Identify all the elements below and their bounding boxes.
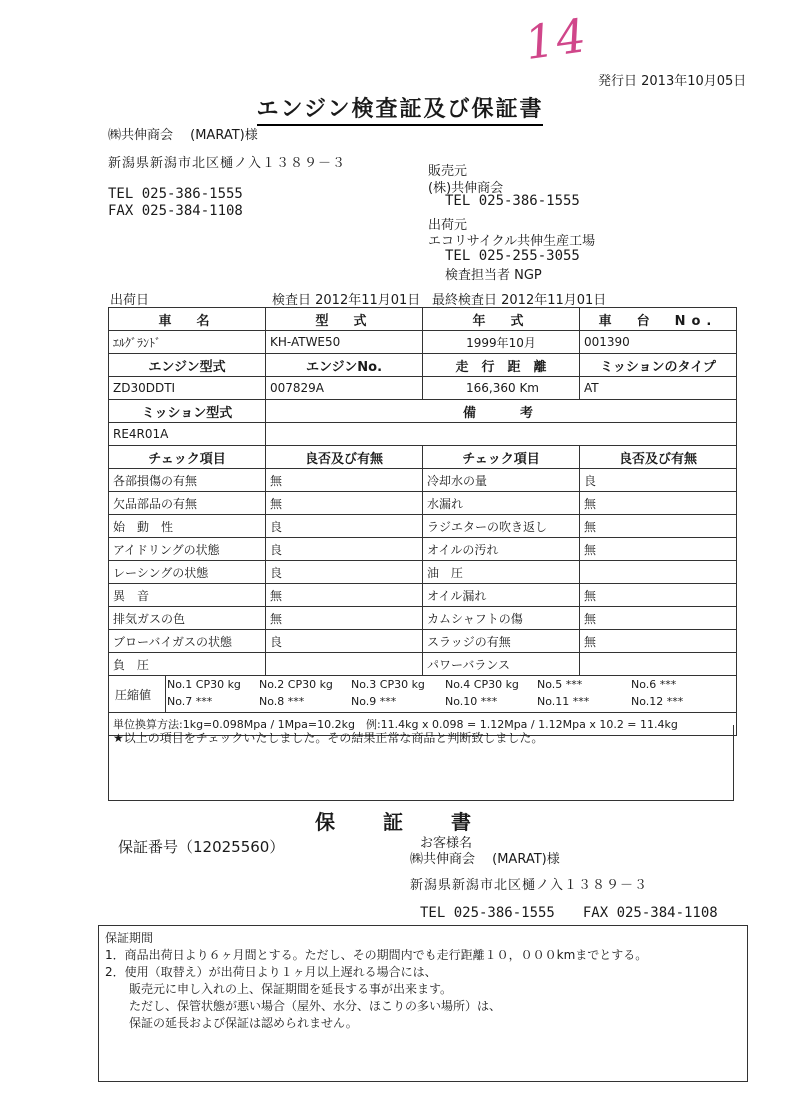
header-engine-model: エンジン型式: [109, 354, 266, 377]
check-result: [580, 653, 737, 676]
handwritten-number: 14: [521, 7, 592, 71]
unit-conversion: 単位換算方法:1kg=0.098Mpa / 1Mpa=10.2kg 例:11.4kg x 0.098 = 1.12Mpa / 1.12Mpa x 10.2 = 11.4kg: [109, 713, 737, 736]
header-result-left: 良否及び有無: [266, 446, 423, 469]
year-value: 1999年10月: [423, 331, 580, 354]
check-item: ブローバイガスの状態: [109, 630, 266, 653]
check-item: ラジエターの吹き返し: [423, 515, 580, 538]
warranty-customer: ㈱共伸商会 (MARAT)様: [410, 852, 560, 867]
table-row: [109, 584, 737, 607]
check-item: 欠品部品の有無: [109, 492, 266, 515]
check-item: オイル漏れ: [423, 584, 580, 607]
final-inspect-date: 最終検査日 2012年11月01日: [432, 293, 607, 308]
shipper-label: 出荷元: [428, 218, 468, 233]
table-row: [109, 653, 737, 676]
customer-fax: FAX 025-384-1108: [108, 203, 243, 219]
customer-address: 新潟県新潟市北区樋ノ入１３８９－３: [108, 156, 347, 171]
seller-name: (株)共伸商会: [428, 181, 504, 196]
compression-label: 圧縮値: [115, 688, 152, 702]
header-mileage: 走 行 距 離: [423, 354, 580, 377]
check-item: カムシャフトの傷: [423, 607, 580, 630]
shipper-tel: TEL 025-255-3055: [445, 248, 580, 264]
seller-label: 販売元: [428, 164, 468, 179]
check-result: 無: [580, 538, 737, 561]
check-item: レーシングの状態: [109, 561, 266, 584]
check-result: 良: [266, 561, 423, 584]
compression-value: No.12 ***: [631, 695, 684, 708]
note-text: ★以上の項目をチェックいたしました。その結果正常な商品と判断致しました。: [113, 731, 544, 745]
check-item: パワーバランス: [423, 653, 580, 676]
table-row: [109, 515, 737, 538]
check-item: 排気ガスの色: [109, 607, 266, 630]
header-trans-model: ミッション型式: [109, 400, 266, 423]
check-result: 良: [266, 538, 423, 561]
inspect-date: 検査日 2012年11月01日: [272, 293, 421, 308]
header-engine-no: エンジンNo.: [266, 354, 423, 377]
chassis-value: 001390: [580, 331, 737, 354]
check-item: 各部損傷の有無: [109, 469, 266, 492]
warranty-period-box: [98, 925, 748, 1082]
inspection-table: [108, 307, 737, 736]
header-vehicle: 車 名: [109, 308, 266, 331]
trans-type-value: AT: [580, 377, 737, 400]
check-item: 水漏れ: [423, 492, 580, 515]
warranty-address: 新潟県新潟市北区樋ノ入１３８９－３: [410, 878, 649, 893]
period-line: ただし、保管状態が悪い場合（屋外、水分、ほこりの多い場所）は、: [105, 999, 502, 1013]
check-item: アイドリングの状態: [109, 538, 266, 561]
header-remarks: 備 考: [266, 400, 737, 423]
warranty-contact: TEL 025-386-1555 FAX 025-384-1108: [420, 905, 718, 921]
document-title: エンジン検査証及び保証書: [0, 92, 800, 123]
warranty-title: 保 証 書: [315, 810, 485, 834]
check-result: [580, 561, 737, 584]
compression-row: [109, 676, 737, 713]
check-item: 始 動 性: [109, 515, 266, 538]
header-trans-type: ミッションのタイプ: [580, 354, 737, 377]
period-line: 保証の延長および保証は認められません。: [105, 1016, 358, 1030]
period-line: 2．使用（取替え）が出荷日より１ヶ月以上遅れる場合には、: [105, 965, 437, 979]
table-row: [109, 469, 737, 492]
check-result: [266, 653, 423, 676]
header-chassis: 車 台 No.: [580, 308, 737, 331]
compression-value: No.11 ***: [537, 695, 590, 708]
table-row: [109, 492, 737, 515]
compression-value: No.5 ***: [537, 678, 583, 691]
check-result: 無: [580, 607, 737, 630]
check-result: 良: [266, 630, 423, 653]
engine-no-value: 007829A: [266, 377, 423, 400]
table-row: [109, 607, 737, 630]
trans-model-value: RE4R01A: [109, 423, 266, 446]
engine-model-value: ZD30DDTI: [109, 377, 266, 400]
warranty-number: 保証番号（12025560）: [118, 838, 285, 856]
check-item: オイルの汚れ: [423, 538, 580, 561]
compression-value: No.8 ***: [259, 695, 305, 708]
check-result: 無: [580, 584, 737, 607]
table-row: [109, 630, 737, 653]
compression-value: No.10 ***: [445, 695, 498, 708]
period-label: 保証期間: [105, 931, 154, 945]
check-result: 無: [580, 492, 737, 515]
check-result: 無: [580, 515, 737, 538]
compression-value: No.9 ***: [351, 695, 397, 708]
header-check-right: チェック項目: [423, 446, 580, 469]
compression-value: No.7 ***: [167, 695, 213, 708]
check-result: 無: [580, 630, 737, 653]
vehicle-value: ｴﾙｸﾞﾗﾝﾄﾞ: [109, 331, 266, 354]
compression-value: No.4 CP30 kg: [445, 678, 519, 691]
check-result: 良: [266, 515, 423, 538]
compression-value: No.1 CP30 kg: [167, 678, 241, 691]
note-box: [108, 725, 734, 801]
check-item: 異 音: [109, 584, 266, 607]
table-row: [109, 538, 737, 561]
model-value: KH-ATWE50: [266, 331, 423, 354]
customer-name: ㈱共伸商会 (MARAT)様: [108, 128, 258, 143]
check-result: 無: [266, 584, 423, 607]
compression-value: No.2 CP30 kg: [259, 678, 333, 691]
seller-tel: TEL 025-386-1555: [445, 193, 580, 209]
inspector: 検査担当者 NGP: [445, 268, 542, 283]
remarks-value: [266, 423, 737, 446]
check-item: 負 圧: [109, 653, 266, 676]
check-result: 良: [580, 469, 737, 492]
header-model: 型 式: [266, 308, 423, 331]
check-result: 無: [266, 492, 423, 515]
warranty-customer-label: お客様名: [420, 836, 473, 851]
header-year: 年 式: [423, 308, 580, 331]
ship-date-label: 出荷日: [110, 293, 150, 308]
shipper-name: エコリサイクル共伸生産工場: [428, 234, 596, 249]
period-line: 販売元に申し入れの上、保証期間を延長する事が出来ます。: [105, 982, 453, 996]
compression-value: No.3 CP30 kg: [351, 678, 425, 691]
check-result: 無: [266, 469, 423, 492]
period-line: 1．商品出荷日より６ヶ月間とする。ただし、その期間内でも走行距離１０，０００kmまでとする。: [105, 948, 648, 962]
check-item: 冷却水の量: [423, 469, 580, 492]
check-item: スラッジの有無: [423, 630, 580, 653]
compression-value: No.6 ***: [631, 678, 677, 691]
header-check-left: チェック項目: [109, 446, 266, 469]
customer-tel: TEL 025-386-1555: [108, 186, 243, 202]
header-result-right: 良否及び有無: [580, 446, 737, 469]
check-result: 無: [266, 607, 423, 630]
issue-date: 発行日 2013年10月05日: [598, 74, 747, 89]
mileage-value: 166,360 Km: [423, 377, 580, 400]
table-row: [109, 561, 737, 584]
check-item: 油 圧: [423, 561, 580, 584]
